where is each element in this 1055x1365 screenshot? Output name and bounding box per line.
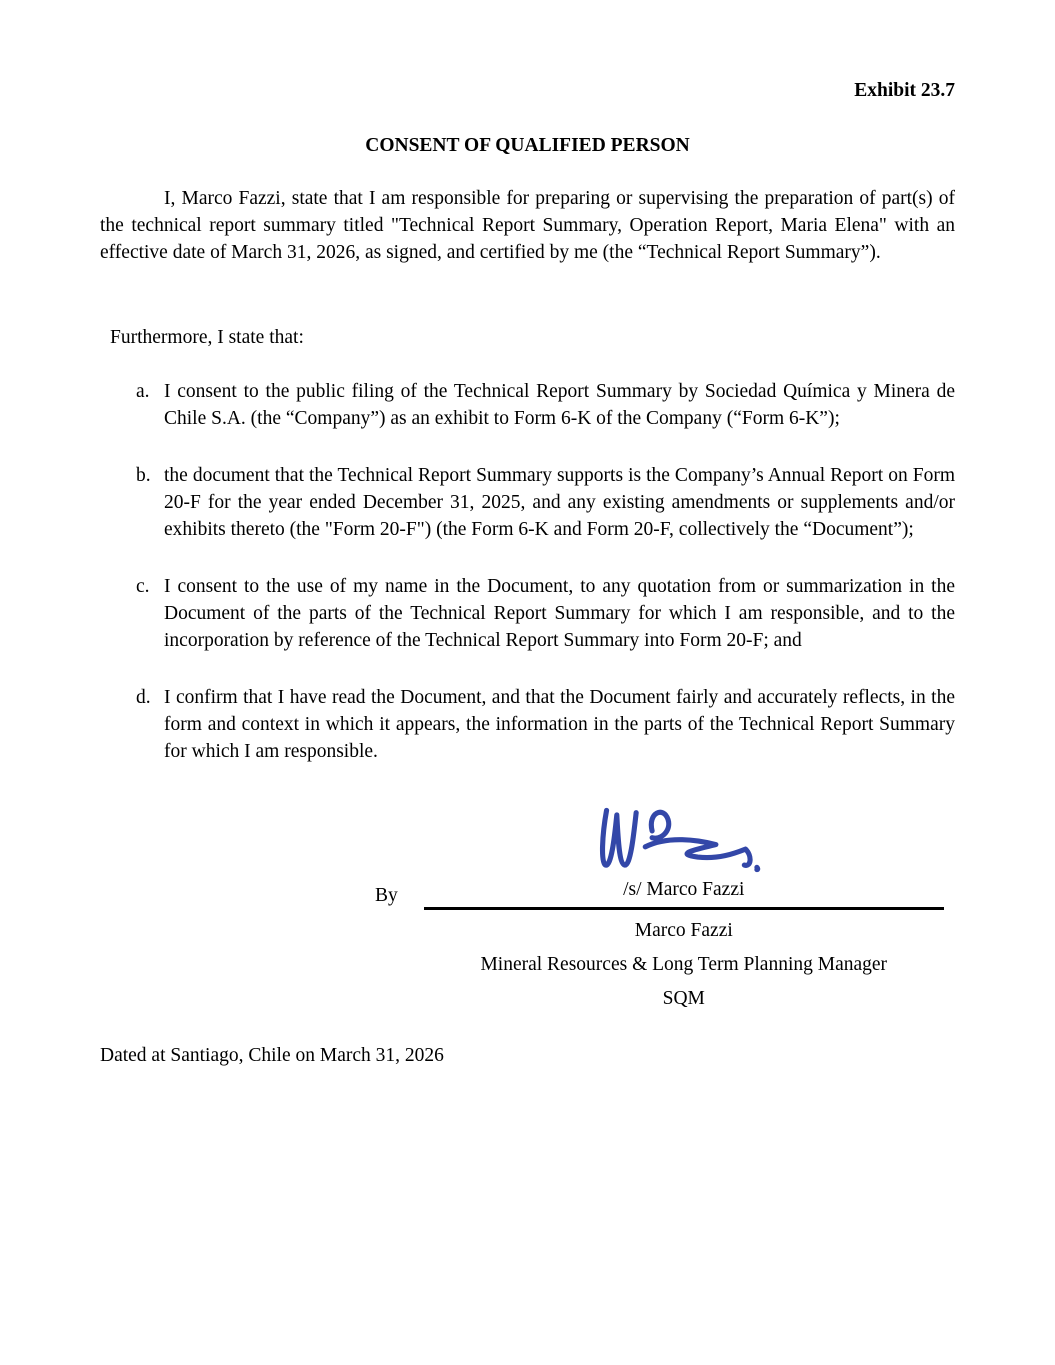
- list-item-marker: a.: [136, 381, 150, 403]
- list-item-text: I consent to the use of my name in the Document, to any quotation from or summarization in the Document of the parts of the Technical Report Summary for which I am responsible, and to the incorporation by reference of the Technical Report Summary into Form 20-F; and: [164, 575, 955, 651]
- list-item-a: [136, 379, 955, 433]
- intro-paragraph: I, Marco Fazzi, state that I am responsible for preparing or supervising the preparation of part(s) of the technical report summary titled "Technical Report Summary, Operation Report, Maria Elena" with an effective date of March 31, 2026, as signed, and certified by me (the “Technical Report Summary”).: [100, 187, 955, 263]
- list-item-marker: c.: [136, 575, 150, 597]
- handwritten-signature-icon: [591, 799, 777, 881]
- list-item-c: [136, 574, 955, 655]
- list-item-text: the document that the Technical Report Summary supports is the Company’s Annual Report on Form 20-F for the year ended December 31, 2025, and any existing amendments or supplements and/or exhibits thereto (the "Form 20-F") (the Form 6-K and Form 20-F, collectively the “Document”);: [164, 465, 955, 541]
- list-item-b: [136, 463, 955, 544]
- list-item-text: I consent to the public filing of the Technical Report Summary by Sociedad Química y Minera de Chile S.A. (the “Company”) as an exhibit to Form 6-K of the Company (“Form 6-K”);: [164, 381, 955, 430]
- signatory-company: SQM: [662, 988, 705, 1010]
- by-label: By: [375, 885, 398, 907]
- exhibit-label: Exhibit 23.7: [854, 80, 955, 101]
- list-item-text: I confirm that I have read the Document, and that the Document fairly and accurately reflects, in the form and context in which it appears, the information in the parts of the Technical Report Summary for which I am responsible.: [164, 686, 955, 762]
- signatory-title: Mineral Resources & Long Term Planning Manager: [480, 954, 888, 976]
- dated-line: Dated at Santiago, Chile on March 31, 2026: [100, 1045, 444, 1067]
- document-title: CONSENT OF QUALIFIED PERSON: [365, 134, 690, 156]
- signatory-name: Marco Fazzi: [634, 920, 733, 942]
- list-item-d: [136, 685, 955, 766]
- consent-list: [100, 379, 955, 765]
- signature-column: [424, 799, 944, 1013]
- signature-block: [100, 799, 955, 1013]
- furthermore-line: Furthermore, I state that:: [110, 326, 304, 348]
- signature-line: /s/ Marco Fazzi: [424, 877, 944, 910]
- list-item-marker: b.: [136, 465, 151, 487]
- list-item-marker: d.: [136, 686, 151, 708]
